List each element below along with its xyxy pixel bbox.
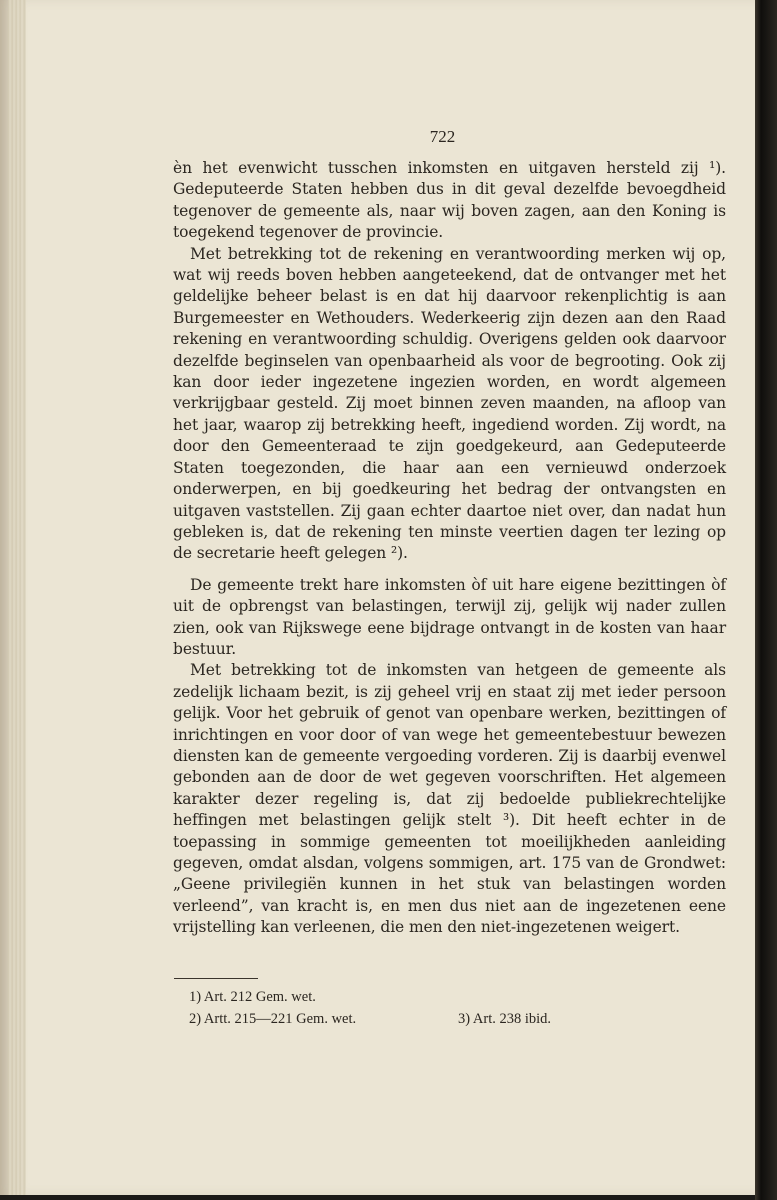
footnote-1: 1) Art. 212 Gem. wet.: [189, 989, 316, 1005]
footnote-line: [189, 1008, 689, 1030]
paragraph: Met betrekking tot de rekening en verantwoording merken wij op, wat wij reeds boven hebben aangeteekend, dat de ontvanger met het geldelijke beheer belast is en dat hij daarvoor rekenplichtig is aan Burgemeester en Wethouders. Wederkeerig zijn dezen aan den Raad rekening en verantwoording schuldig. Overigens gelden ook daarvoor dezelfde beginselen van openbaarheid als voor de begrooting. Ook zij kan door ieder ingezetene ingezien worden, en wordt algemeen verkrijgbaar gesteld. Zij moet binnen zeven maanden, na afloop van het jaar, waarop zij betrekking heeft, ingediend worden. Zij wordt, na door den Gemeenteraad te zijn goedgekeurd, aan Gedeputeerde Staten toegezonden, die haar aan een vernieuwd onderzoek onderwerpen, en bij goedkeuring het bedrag der ontvangsten en uitgaven vaststellen. Zij gaan echter daartoe niet over, dan nadat hun gebleken is, dat de rekening ten minste veertien dagen ter lezing op de secretarie heeft gelegen ²).: [173, 244, 726, 563]
footnote-line: [189, 986, 689, 1008]
footnote-2: 2) Artt. 215—221 Gem. wet.: [189, 1011, 357, 1027]
book-edge: [755, 0, 777, 1200]
page-number: 722: [429, 127, 456, 146]
page-gutter: [8, 0, 26, 1195]
paragraph: Met betrekking tot de inkomsten van hetgeen de gemeente als zedelijk lichaam bezit, is zij geheel vrij en staat zij met ieder persoon gelijk. Voor het gebruik of genot van openbare werken, bezittingen of inrichtingen en voor door of van wege het gemeentebestuur bewezen diensten kan de gemeente vergoeding vorderen. Zij is daarbij evenwel gebonden aan de door de wet gegeven voorschriften. Het algemeen karakter dezer regeling is, dat zij bedoelde publiekrechtelijke heffingen met belastingen gelijk stelt ³). Dit heeft echter in de toepassing in sommige gemeenten tot moeilijkheden aanleiding gegeven, omdat alsdan, volgens sommigen, art. 175 van de Grondwet: „Geene privilegiën kunnen in het stuk van belastingen worden verleend”, van kracht is, en men dus niet aan de ingezetenen eene vrijstelling kan verleenen, die men den niet-ingezetenen weigert.: [173, 661, 726, 937]
footnote-divider: [174, 978, 258, 979]
paragraph: De gemeente trekt hare inkomsten òf uit hare eigene bezittingen òf uit de opbrengst van belastingen, terwijl zij, gelijk wij nader zullen zien, ook van Rijkswege eene bijdrage ontvangt in de kosten van haar bestuur.: [173, 575, 726, 658]
footnotes: [189, 986, 689, 1030]
paragraph: èn het evenwicht tusschen inkomsten en uitgaven hersteld zij ¹). Gedeputeerde Staten hebben dus in dit geval dezelfde bevoegdheid tegenover de gemeente als, naar wij boven zagen, aan den Koning is toegekend tegenover de provincie.: [173, 159, 726, 242]
body-text: [173, 158, 726, 939]
footnote-3: 3) Art. 238 ibid.: [458, 1011, 552, 1027]
